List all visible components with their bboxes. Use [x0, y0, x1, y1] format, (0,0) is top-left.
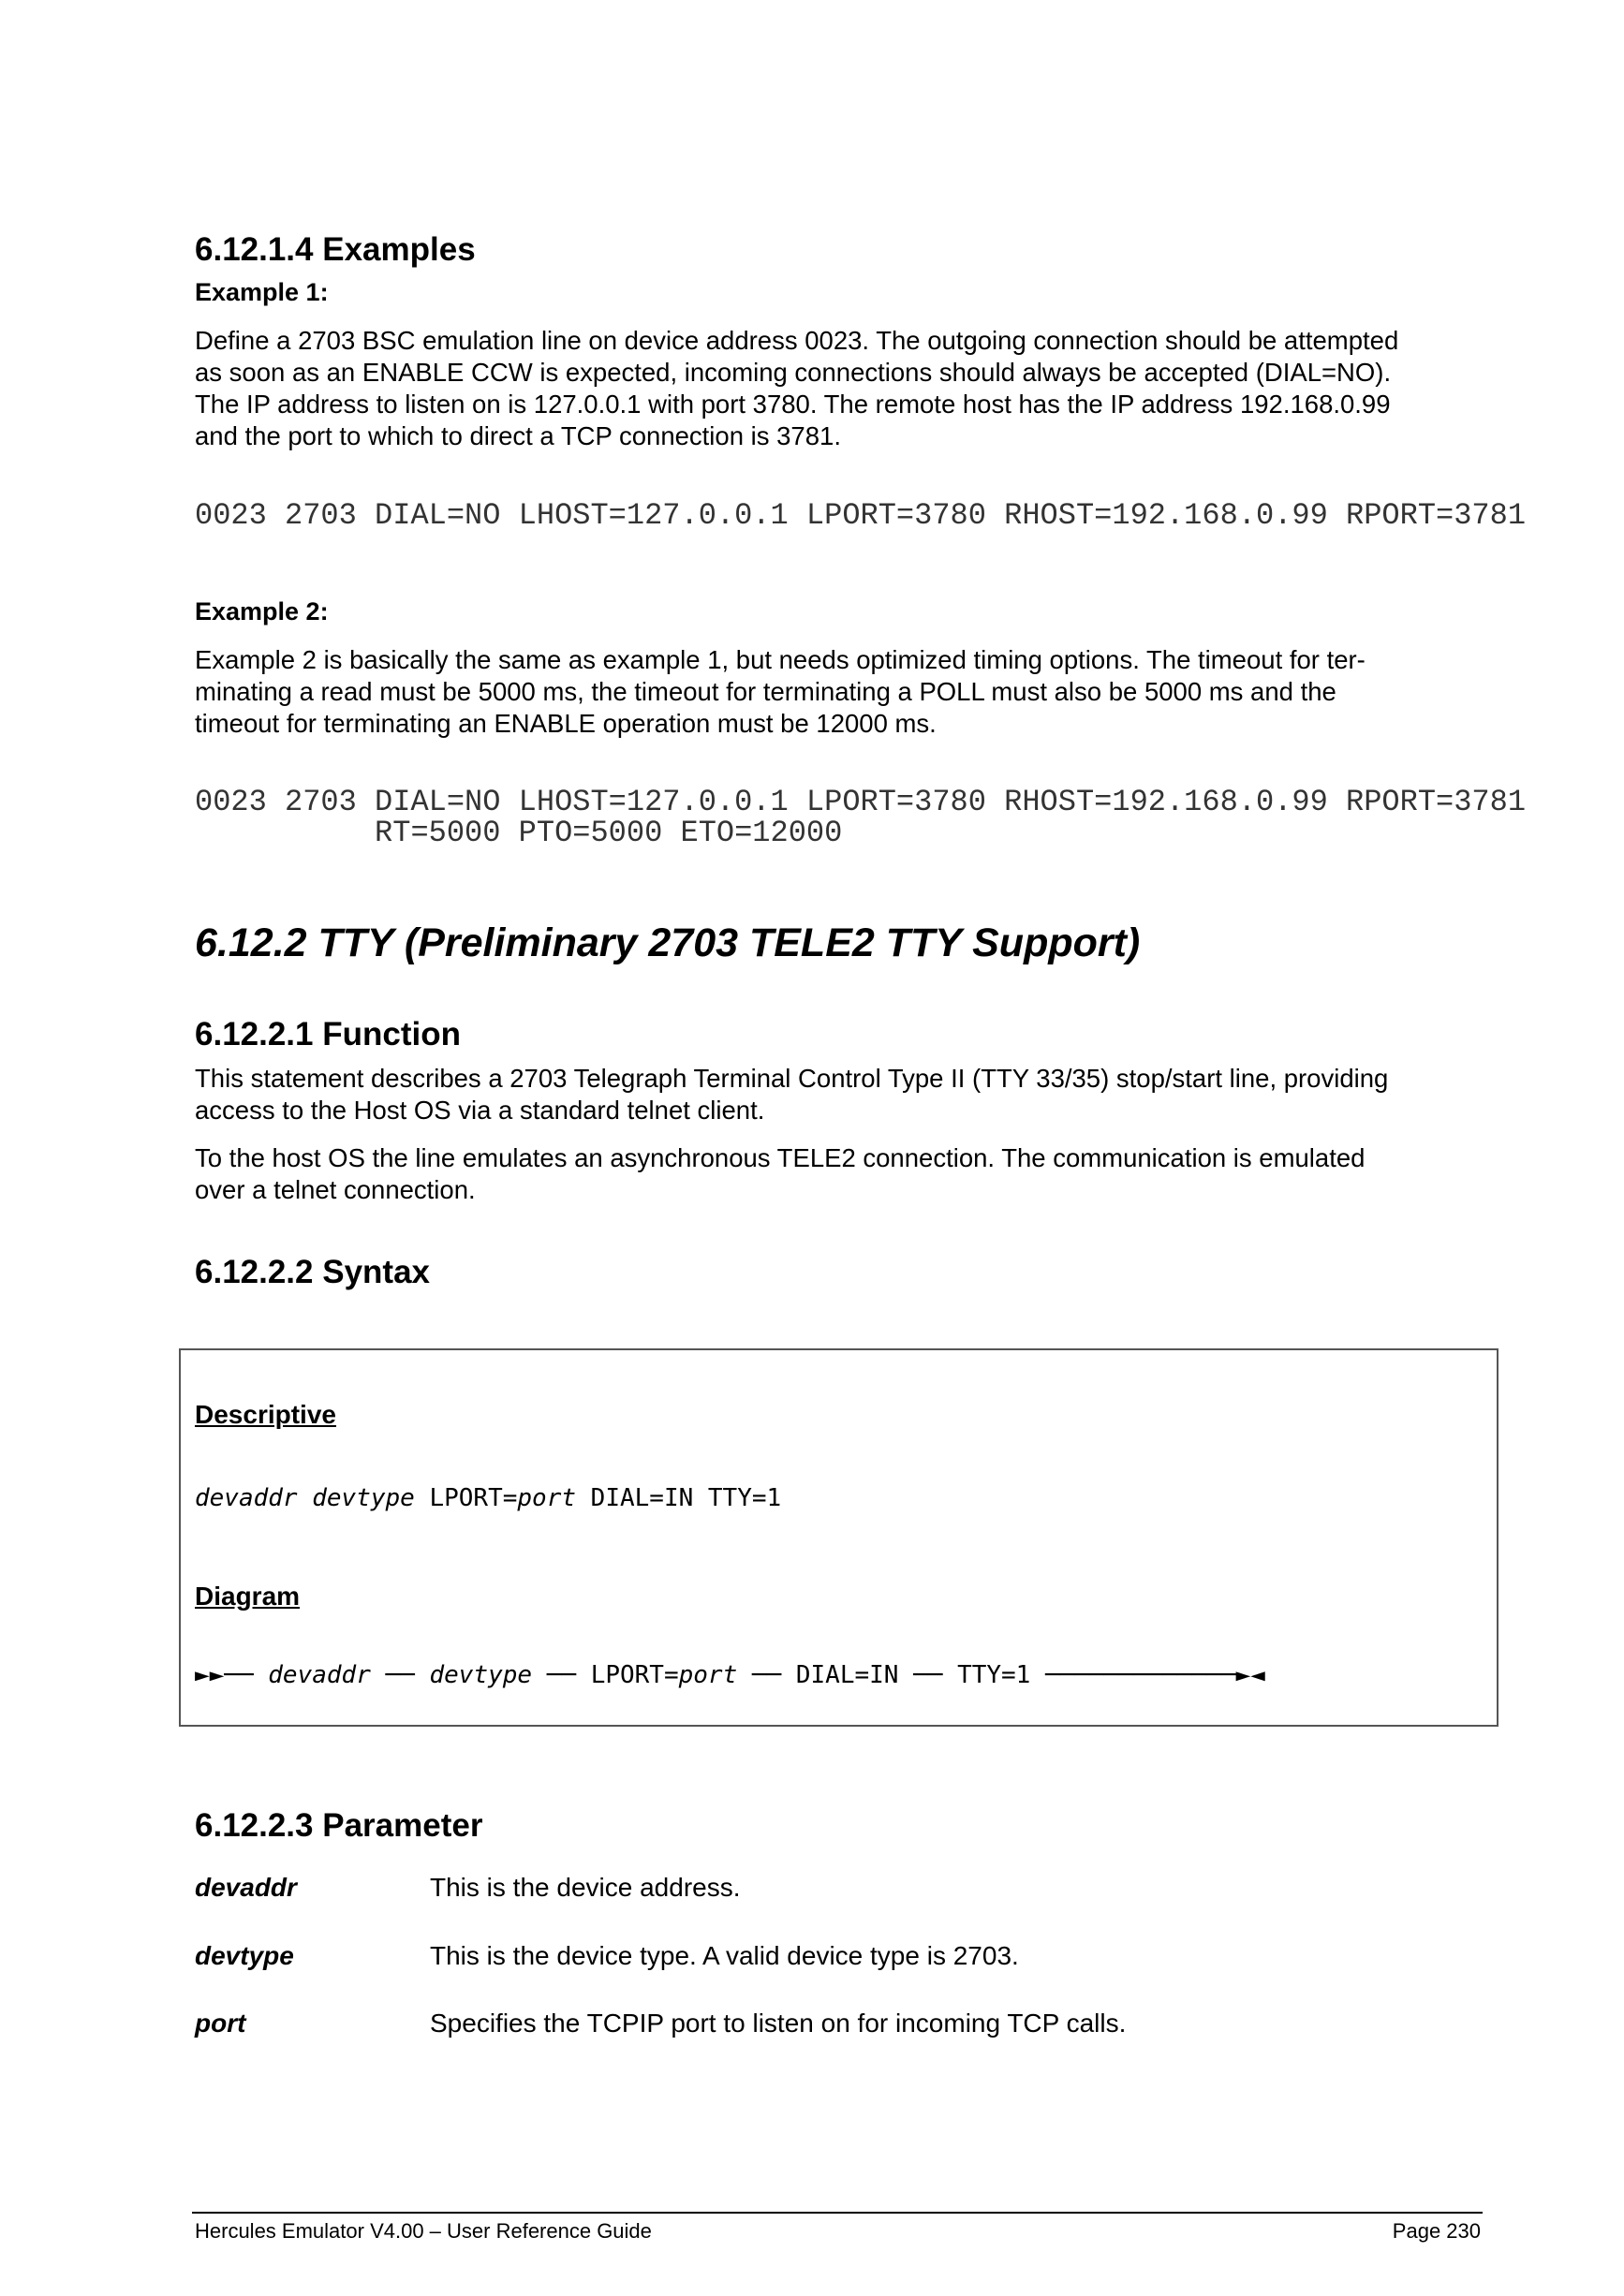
page-number: Page 230: [1392, 2219, 1481, 2243]
text-line: over a telnet connection.: [195, 1175, 476, 1204]
param-devaddr: devaddr: [268, 1661, 371, 1689]
code-line: RT=5000 PTO=5000 ETO=12000: [195, 816, 843, 850]
param-description: Specifies the TCPIP port to listen on for incoming TCP calls.: [430, 2009, 1127, 2038]
diagram-label: Diagram: [195, 1582, 301, 1611]
param-port: port: [517, 1484, 577, 1512]
param-port: port: [678, 1661, 738, 1689]
syntax-diagram: [195, 1661, 1265, 1689]
text-line: The IP address to listen on is 127.0.0.1 with port 3780. The remote host has the IP address 192.168.0.99: [195, 390, 1391, 419]
keyword-dial: DIAL=IN: [795, 1661, 899, 1689]
section-heading-syntax: 6.12.2.2 Syntax: [195, 1254, 430, 1290]
example-2-description: [195, 644, 1366, 740]
text-line: access to the Host OS via a standard telnet client.: [195, 1096, 765, 1125]
text-line: To the host OS the line emulates an asynchronous TELE2 connection. The communication is emulated: [195, 1143, 1366, 1172]
keywords-dial-tty: DIAL=IN TTY=1: [590, 1484, 782, 1512]
section-heading-parameter: 6.12.2.3 Parameter: [195, 1807, 483, 1844]
function-paragraph-2: [195, 1142, 1365, 1206]
param-devaddr: devaddr: [195, 1484, 298, 1512]
diagram-line: ──: [546, 1661, 577, 1689]
text-line: This statement describes a 2703 Telegraph Terminal Control Type II (TTY 33/35) stop/start line, providing: [195, 1064, 1389, 1093]
param-description: This is the device address.: [430, 1873, 741, 1902]
example-1-label: Example 1:: [195, 278, 329, 306]
param-name: devaddr: [195, 1873, 297, 1902]
diagram-start-arrow: ►►──: [195, 1661, 254, 1689]
section-heading-examples: 6.12.1.4 Examples: [195, 231, 476, 268]
example-2-label: Example 2:: [195, 597, 329, 626]
section-heading-function: 6.12.2.1 Function: [195, 1016, 461, 1052]
diagram-line: ──: [385, 1661, 415, 1689]
code-line: 0023 2703 DIAL=NO LHOST=127.0.0.1 LPORT=3780 RHOST=192.168.0.99 RPORT=3781: [195, 785, 1527, 819]
descriptive-label: Descriptive: [195, 1400, 336, 1429]
param-description: This is the device type. A valid device type is 2703.: [430, 1941, 1019, 1970]
example-2-code: [195, 787, 1526, 848]
text-line: Define a 2703 BSC emulation line on device address 0023. The outgoing connection should be attempted: [195, 326, 1399, 355]
param-devtype: devtype: [429, 1661, 533, 1689]
keyword-lport: LPORT=: [429, 1484, 518, 1512]
diagram-end-arrow: ─────────────►◄: [1045, 1661, 1265, 1689]
text-line: and the port to which to direct a TCP connection is 3781.: [195, 421, 841, 450]
text-line: minating a read must be 5000 ms, the timeout for terminating a POLL must also be 5000 ms and the: [195, 677, 1336, 706]
diagram-line: ──: [913, 1661, 943, 1689]
text-line: Example 2 is basically the same as example 1, but needs optimized timing options. The timeout for ter-: [195, 645, 1366, 674]
function-paragraph-1: [195, 1063, 1388, 1126]
param-devtype: devtype: [312, 1484, 415, 1512]
keyword-tty: TTY=1: [957, 1661, 1031, 1689]
text-line: as soon as an ENABLE CCW is expected, incoming connections should always be accepted (DIAL=NO).: [195, 358, 1392, 387]
text-line: timeout for terminating an ENABLE operation must be 12000 ms.: [195, 709, 937, 738]
keyword-lport: LPORT=: [590, 1661, 679, 1689]
example-1-description: [195, 325, 1398, 452]
param-name: port: [195, 2009, 246, 2038]
footer-title: Hercules Emulator V4.00 – User Reference Guide: [195, 2219, 652, 2243]
section-heading-tty: 6.12.2 TTY (Preliminary 2703 TELE2 TTY Support): [195, 920, 1141, 965]
footer-rule: [192, 2212, 1483, 2214]
descriptive-syntax: [195, 1484, 781, 1512]
example-1-code: 0023 2703 DIAL=NO LHOST=127.0.0.1 LPORT=3780 RHOST=192.168.0.99 RPORT=3781: [195, 498, 1527, 533]
diagram-line: ──: [751, 1661, 782, 1689]
param-name: devtype: [195, 1941, 294, 1970]
